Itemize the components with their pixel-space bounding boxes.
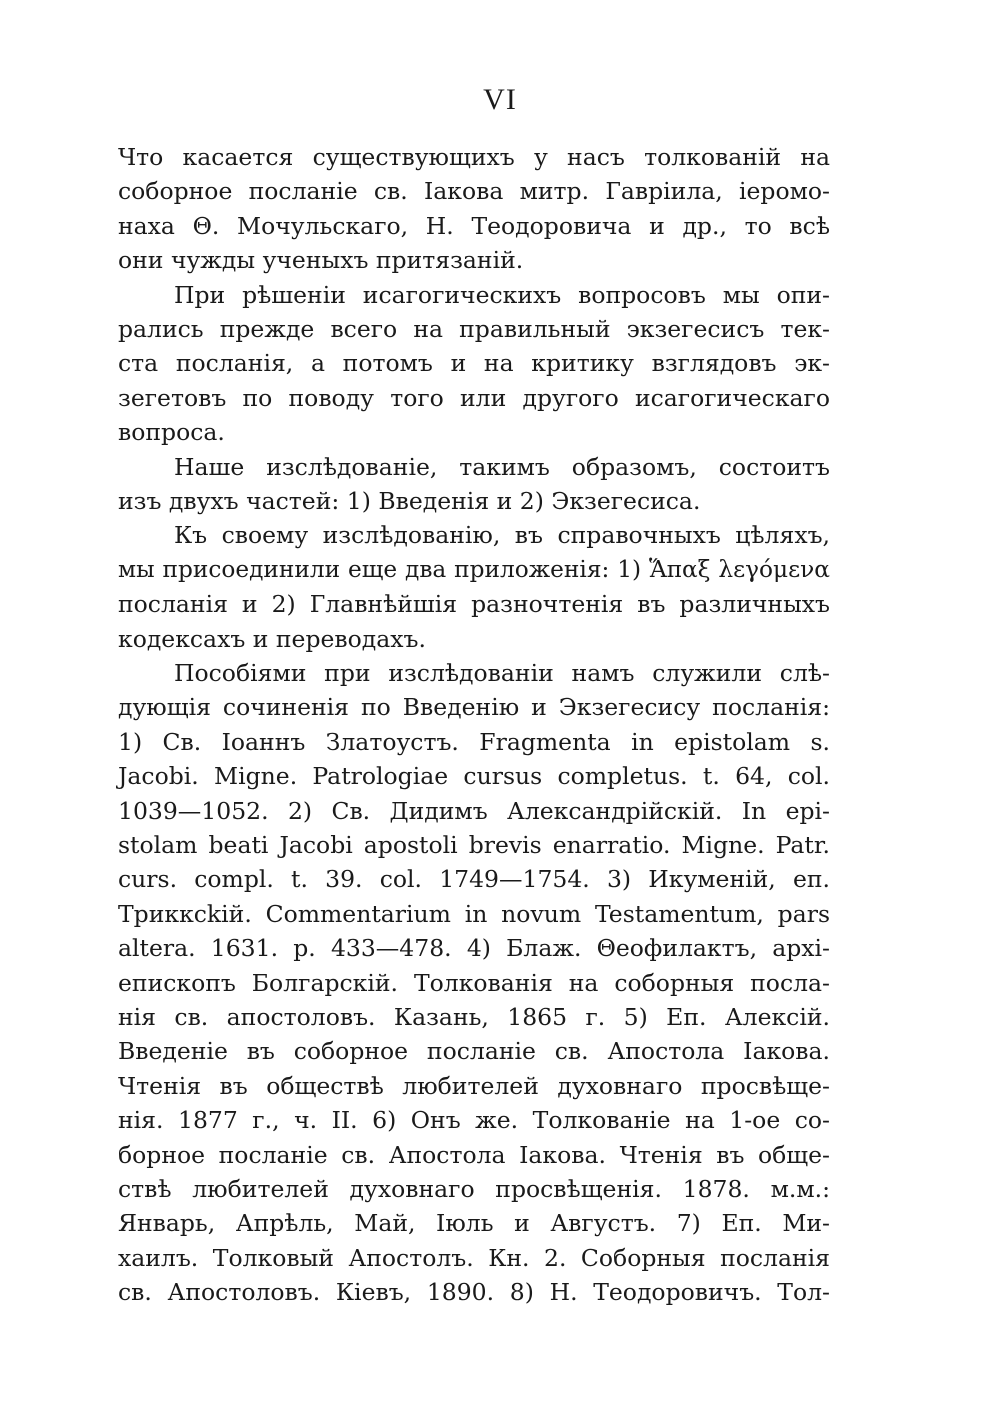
text-line: 1) Св. Іоаннъ Златоустъ. Fragmenta in epistolam s.	[118, 727, 830, 756]
text-line: Трикксkій. Commentarium in novum Testamentum, pars	[118, 899, 830, 928]
text-line: мы присоединили еще два приложенія: 1) Ἅπαξ λεγόμενα	[118, 555, 830, 583]
text-line: Jacobi. Migne. Patrologiae cursus completus. t. 64, col.	[118, 762, 830, 791]
text-line: борное посланіе св. Апостола Іакова. Чтенія въ обще-	[118, 1140, 830, 1169]
text-line: altera. 1631. p. 433—478. 4) Блаж. Θеофилактъ, архі-	[118, 934, 830, 963]
text-line: ста посланія, а потомъ и на критику взглядовъ эк-	[118, 349, 830, 378]
text-line: посланія и 2) Главнѣйшія разночтенія въ различныхъ	[118, 590, 830, 619]
text-line: При рѣшеніи исагогическихъ вопросовъ мы опи-	[174, 280, 830, 309]
text-line: изъ двухъ частей: 1) Введенія и 2) Экзегесиса.	[118, 487, 701, 515]
text-line: Введеніе въ соборное посланіе св. Апостола Іакова.	[118, 1037, 830, 1066]
text-line: наха Θ. Мочульскаго, Н. Теодоровича и др., то всѣ	[118, 211, 830, 240]
text-line: зегетовъ по поводу того или другого исагогическаго	[118, 383, 830, 412]
text-line: нія св. апостоловъ. Казань, 1865 г. 5) Еп. Алексій.	[118, 1003, 830, 1031]
text-line: дующія сочиненія по Введенію и Экзегесису посланія:	[118, 693, 830, 722]
text-line: Къ своему изслѣдованію, въ справочныхъ цѣляхъ,	[174, 521, 830, 550]
text-line: 1039—1052. 2) Св. Дидимъ Александрійскій. In epi-	[118, 796, 830, 825]
text-line: Январь, Апрѣль, Май, Іюль и Августъ. 7) Еп. Ми-	[118, 1209, 830, 1238]
page-number: VI	[483, 83, 517, 116]
text-line: Чтенія въ обществѣ любителей духовнаго просвѣще-	[118, 1071, 830, 1100]
text-line: св. Апостоловъ. Кіевъ, 1890. 8) Н. Теодоровичъ. Тол-	[118, 1278, 830, 1307]
text-line: рались прежде всего на правильный экзегесисъ тек-	[118, 315, 830, 343]
text-line: Наше изслѣдованіе, такимъ образомъ, состоитъ	[174, 452, 830, 481]
text-line: вопроса.	[118, 418, 225, 447]
text-line: stolam beati Jacobi apostoli brevis enarratio. Migne. Patr.	[118, 831, 830, 859]
text-line: соборное посланіе св. Іакова митр. Гавріила, іеромо-	[118, 177, 830, 206]
text-line: curs. compl. t. 39. col. 1749—1754. 3) Икуменій, еп.	[118, 865, 830, 894]
text-line: ствѣ любителей духовнаго просвѣщенія. 1878. м.м.:	[118, 1175, 830, 1203]
text-line: нія. 1877 г., ч. II. 6) Онъ же. Толкованіе на 1-ое со-	[118, 1106, 830, 1135]
text-line: они чужды ученыхъ притязаній.	[118, 246, 524, 275]
text-line: хаилъ. Толковый Апостолъ. Кн. 2. Соборныя посланія	[118, 1243, 830, 1272]
text-line: Пособіями при изслѣдованіи намъ служили слѣ-	[174, 659, 830, 687]
text-line: кодексахъ и переводахъ.	[118, 624, 426, 653]
text-line: епископъ Болгарскій. Толкованія на соборныя посла-	[118, 968, 830, 997]
text-line: Что касается существующихъ у насъ толкованій на	[118, 143, 830, 171]
